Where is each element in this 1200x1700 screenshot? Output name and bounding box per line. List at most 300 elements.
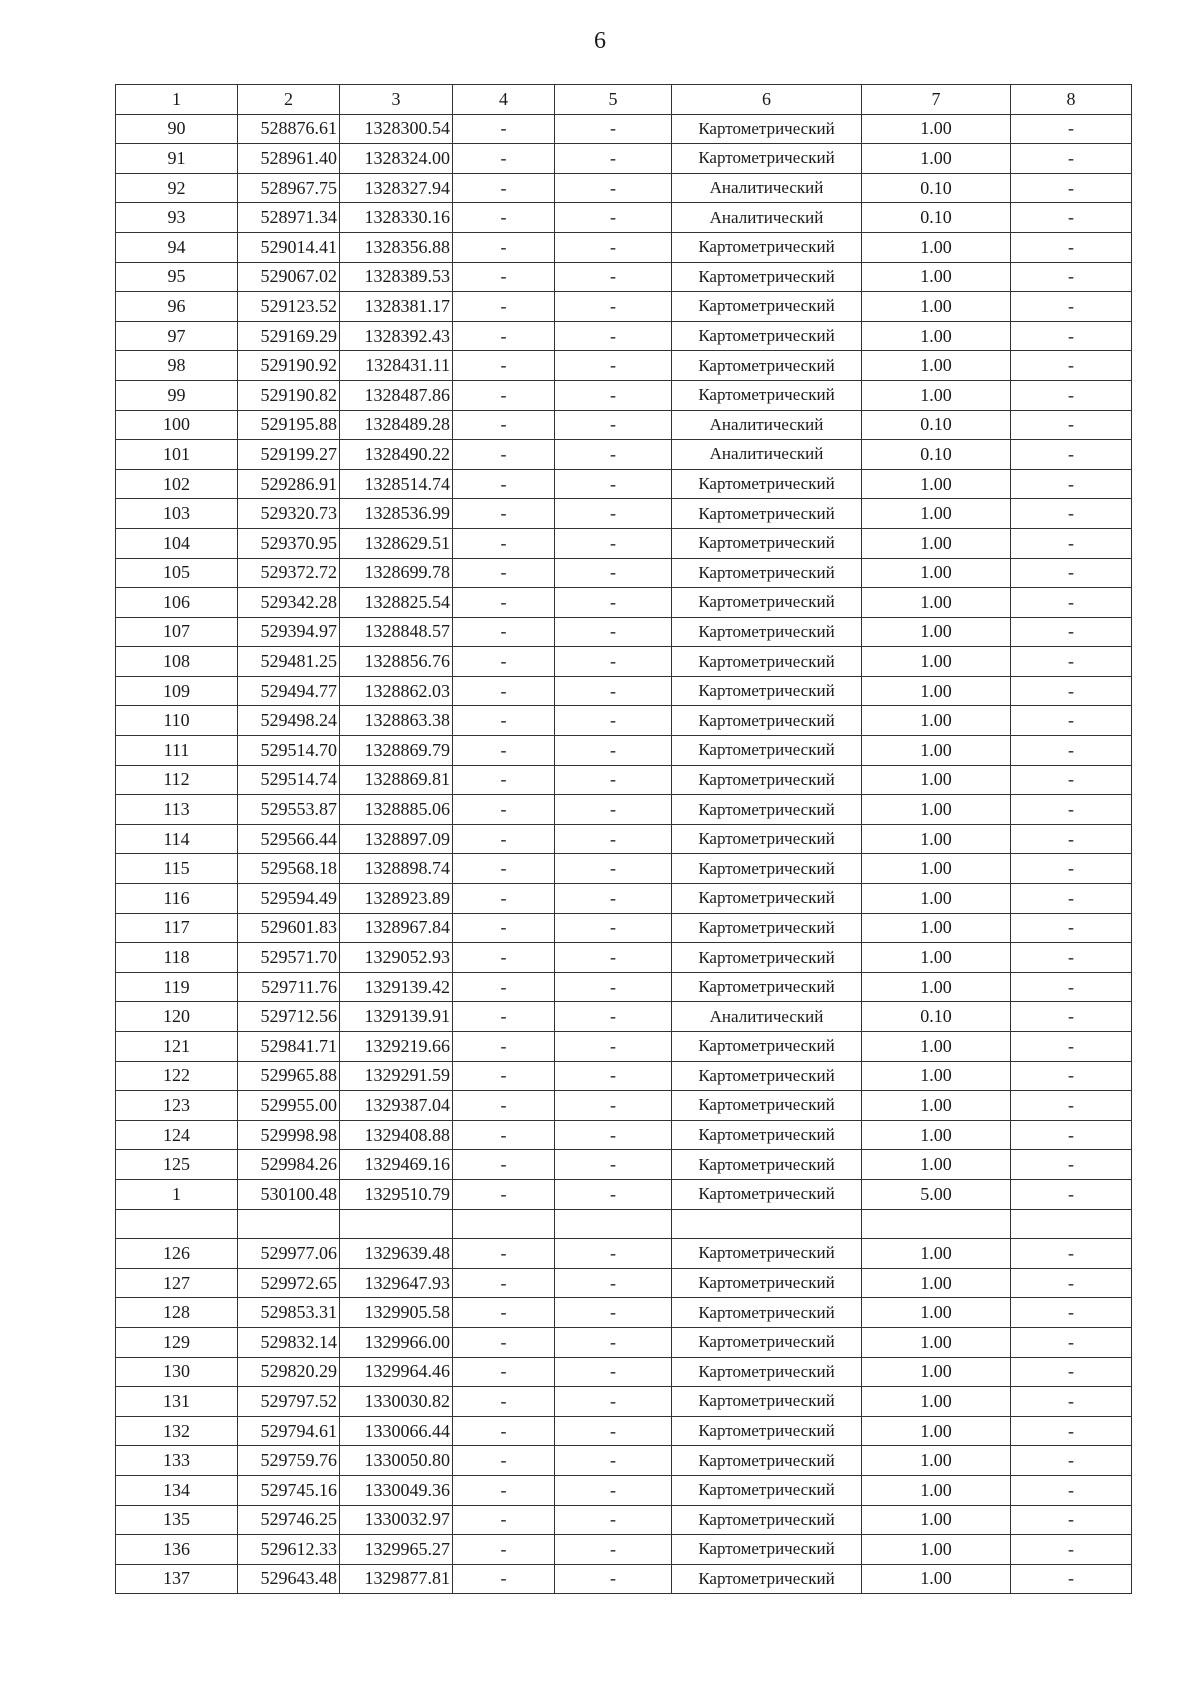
point-number-cell: 128 [116,1298,238,1328]
method-cell: Картометрический [672,1091,862,1121]
y-coordinate-cell: 1328885.06 [340,795,453,825]
y-coordinate-cell: 1329965.27 [340,1535,453,1565]
x-coordinate-cell: 529832.14 [238,1327,340,1357]
table-row [116,647,1132,677]
column-header: 2 [238,85,340,115]
y-coordinate-cell: 1329291.59 [340,1061,453,1091]
method-cell: Картометрический [672,676,862,706]
table-row [116,1091,1132,1121]
point-number-cell: 137 [116,1564,238,1594]
point-number-cell: 93 [116,203,238,233]
column-5-cell: - [555,203,672,233]
column-5-cell: - [555,913,672,943]
method-cell: Картометрический [672,1446,862,1476]
method-cell: Картометрический [672,114,862,144]
y-coordinate-cell: 1328848.57 [340,617,453,647]
y-coordinate-cell: 1329219.66 [340,1032,453,1062]
column-8-cell: - [1011,1357,1132,1387]
column-header: 8 [1011,85,1132,115]
column-4-cell: - [453,440,555,470]
method-cell [672,1209,862,1239]
column-8-cell [1011,1209,1132,1239]
method-cell: Картометрический [672,795,862,825]
column-header: 3 [340,85,453,115]
y-coordinate-cell: 1329877.81 [340,1564,453,1594]
column-8-cell: - [1011,528,1132,558]
point-number-cell: 100 [116,410,238,440]
y-coordinate-cell: 1328327.94 [340,173,453,203]
point-number-cell: 129 [116,1327,238,1357]
x-coordinate-cell: 528961.40 [238,144,340,174]
x-coordinate-cell: 529067.02 [238,262,340,292]
x-coordinate-cell: 529745.16 [238,1475,340,1505]
accuracy-cell: 1.00 [862,499,1011,529]
column-4-cell: - [453,617,555,647]
column-4-cell: - [453,1416,555,1446]
column-8-cell: - [1011,1416,1132,1446]
column-4-cell: - [453,1239,555,1269]
column-4-cell: - [453,203,555,233]
point-number-cell: 117 [116,913,238,943]
column-4-cell: - [453,1120,555,1150]
column-5-cell: - [555,765,672,795]
y-coordinate-cell: 1328869.79 [340,736,453,766]
column-8-cell: - [1011,410,1132,440]
y-coordinate-cell: 1328487.86 [340,380,453,410]
column-8-cell: - [1011,1091,1132,1121]
column-8-cell: - [1011,854,1132,884]
x-coordinate-cell: 529568.18 [238,854,340,884]
column-4-cell: - [453,1298,555,1328]
column-8-cell: - [1011,617,1132,647]
column-5-cell: - [555,1387,672,1417]
column-4-cell: - [453,824,555,854]
point-number-cell: 124 [116,1120,238,1150]
table-row [116,1387,1132,1417]
accuracy-cell: 1.00 [862,795,1011,825]
column-4-cell: - [453,972,555,1002]
method-cell: Картометрический [672,380,862,410]
column-8-cell: - [1011,1387,1132,1417]
column-5-cell: - [555,1032,672,1062]
column-4-cell: - [453,943,555,973]
y-coordinate-cell: 1328389.53 [340,262,453,292]
x-coordinate-cell: 529965.88 [238,1061,340,1091]
method-cell: Картометрический [672,1150,862,1180]
method-cell: Картометрический [672,292,862,322]
column-4-cell: - [453,706,555,736]
accuracy-cell: 1.00 [862,972,1011,1002]
column-header: 1 [116,85,238,115]
y-coordinate-cell: 1328356.88 [340,232,453,262]
column-4-cell: - [453,676,555,706]
point-number-cell: 98 [116,351,238,381]
accuracy-cell: 1.00 [862,1150,1011,1180]
table-row [116,1446,1132,1476]
table-row [116,617,1132,647]
x-coordinate-cell: 529394.97 [238,617,340,647]
table-row [116,499,1132,529]
table-row [116,144,1132,174]
y-coordinate-cell: 1328629.51 [340,528,453,558]
column-8-cell: - [1011,884,1132,914]
table-row [116,884,1132,914]
method-cell: Картометрический [672,232,862,262]
accuracy-cell: 0.10 [862,1002,1011,1032]
accuracy-cell: 1.00 [862,943,1011,973]
accuracy-cell: 1.00 [862,1387,1011,1417]
y-coordinate-cell: 1328923.89 [340,884,453,914]
x-coordinate-cell [238,1209,340,1239]
accuracy-cell: 1.00 [862,114,1011,144]
accuracy-cell: 1.00 [862,1120,1011,1150]
method-cell: Картометрический [672,706,862,736]
y-coordinate-cell: 1328381.17 [340,292,453,322]
method-cell: Картометрический [672,558,862,588]
accuracy-cell: 1.00 [862,1268,1011,1298]
table-row [116,913,1132,943]
point-number-cell: 103 [116,499,238,529]
point-number-cell: 96 [116,292,238,322]
column-5-cell: - [555,469,672,499]
table-row [116,972,1132,1002]
column-4-cell: - [453,528,555,558]
column-8-cell: - [1011,499,1132,529]
method-cell: Картометрический [672,943,862,973]
column-8-cell: - [1011,1239,1132,1269]
method-cell: Картометрический [672,765,862,795]
column-8-cell: - [1011,1179,1132,1209]
accuracy-cell: 1.00 [862,351,1011,381]
table-row [116,854,1132,884]
point-number-cell: 130 [116,1357,238,1387]
y-coordinate-cell: 1329639.48 [340,1239,453,1269]
column-5-cell: - [555,1564,672,1594]
accuracy-cell: 1.00 [862,1327,1011,1357]
point-number-cell: 133 [116,1446,238,1476]
column-4-cell: - [453,913,555,943]
method-cell: Картометрический [672,972,862,1002]
column-8-cell: - [1011,144,1132,174]
column-4-cell: - [453,380,555,410]
point-number-cell: 126 [116,1239,238,1269]
page-number: 6 [594,28,606,54]
y-coordinate-cell: 1329408.88 [340,1120,453,1150]
table-header-row [116,85,1132,115]
column-8-cell: - [1011,1475,1132,1505]
x-coordinate-cell: 529481.25 [238,647,340,677]
column-8-cell: - [1011,647,1132,677]
y-coordinate-cell: 1329964.46 [340,1357,453,1387]
y-coordinate-cell: 1328300.54 [340,114,453,144]
column-8-cell: - [1011,292,1132,322]
point-number-cell: 101 [116,440,238,470]
point-number-cell: 115 [116,854,238,884]
point-number-cell: 102 [116,469,238,499]
x-coordinate-cell: 529972.65 [238,1268,340,1298]
column-5-cell: - [555,440,672,470]
x-coordinate-cell: 529123.52 [238,292,340,322]
column-5-cell: - [555,1120,672,1150]
column-8-cell: - [1011,795,1132,825]
table-row [116,351,1132,381]
table-row [116,292,1132,322]
column-4-cell: - [453,1268,555,1298]
column-5-cell: - [555,558,672,588]
y-coordinate-cell: 1329905.58 [340,1298,453,1328]
column-5-cell: - [555,1002,672,1032]
column-8-cell: - [1011,173,1132,203]
column-4-cell: - [453,1327,555,1357]
column-5-cell: - [555,1268,672,1298]
column-4-cell: - [453,1150,555,1180]
column-5-cell: - [555,380,672,410]
table-row [116,440,1132,470]
column-header: 7 [862,85,1011,115]
accuracy-cell [862,1209,1011,1239]
column-5-cell: - [555,1150,672,1180]
accuracy-cell: 1.00 [862,1564,1011,1594]
y-coordinate-cell: 1328699.78 [340,558,453,588]
y-coordinate-cell: 1329469.16 [340,1150,453,1180]
column-8-cell: - [1011,765,1132,795]
x-coordinate-cell: 529712.56 [238,1002,340,1032]
method-cell: Картометрический [672,351,862,381]
column-8-cell: - [1011,1032,1132,1062]
y-coordinate-cell: 1328392.43 [340,321,453,351]
method-cell: Аналитический [672,410,862,440]
column-5-cell: - [555,1535,672,1565]
x-coordinate-cell: 529794.61 [238,1416,340,1446]
column-5-cell: - [555,854,672,884]
column-4-cell: - [453,647,555,677]
column-4-cell: - [453,1179,555,1209]
method-cell: Картометрический [672,144,862,174]
column-5-cell: - [555,1298,672,1328]
y-coordinate-cell: 1329139.91 [340,1002,453,1032]
method-cell: Картометрический [672,1179,862,1209]
accuracy-cell: 1.00 [862,1475,1011,1505]
point-number-cell: 105 [116,558,238,588]
column-4-cell: - [453,1535,555,1565]
x-coordinate-cell: 529759.76 [238,1446,340,1476]
y-coordinate-cell: 1329387.04 [340,1091,453,1121]
column-5-cell: - [555,528,672,558]
table-row [116,232,1132,262]
method-cell: Картометрический [672,913,862,943]
table-row [116,1564,1132,1594]
column-4-cell: - [453,1002,555,1032]
column-5-cell: - [555,321,672,351]
x-coordinate-cell: 529370.95 [238,528,340,558]
method-cell: Картометрический [672,499,862,529]
table-row [116,1475,1132,1505]
accuracy-cell: 1.00 [862,144,1011,174]
point-number-cell: 127 [116,1268,238,1298]
table-row [116,824,1132,854]
method-cell: Аналитический [672,1002,862,1032]
accuracy-cell: 5.00 [862,1179,1011,1209]
column-5-cell: - [555,1416,672,1446]
y-coordinate-cell: 1328869.81 [340,765,453,795]
point-number-cell: 136 [116,1535,238,1565]
method-cell: Картометрический [672,824,862,854]
y-coordinate-cell: 1328490.22 [340,440,453,470]
column-8-cell: - [1011,558,1132,588]
point-number-cell: 90 [116,114,238,144]
table-row [116,1209,1132,1239]
method-cell: Картометрический [672,1298,862,1328]
method-cell: Картометрический [672,854,862,884]
point-number-cell: 1 [116,1179,238,1209]
accuracy-cell: 0.10 [862,440,1011,470]
column-4-cell: - [453,410,555,440]
method-cell: Картометрический [672,588,862,618]
column-8-cell: - [1011,943,1132,973]
x-coordinate-cell: 529199.27 [238,440,340,470]
y-coordinate-cell: 1330030.82 [340,1387,453,1417]
column-8-cell: - [1011,440,1132,470]
x-coordinate-cell: 529797.52 [238,1387,340,1417]
column-5-cell [555,1209,672,1239]
column-5-cell: - [555,173,672,203]
column-5-cell: - [555,972,672,1002]
column-8-cell: - [1011,203,1132,233]
x-coordinate-cell: 529601.83 [238,913,340,943]
accuracy-cell: 1.00 [862,736,1011,766]
table-row [116,676,1132,706]
method-cell: Картометрический [672,1239,862,1269]
accuracy-cell: 1.00 [862,676,1011,706]
point-number-cell: 134 [116,1475,238,1505]
column-5-cell: - [555,499,672,529]
column-8-cell: - [1011,736,1132,766]
column-4-cell: - [453,469,555,499]
x-coordinate-cell: 528876.61 [238,114,340,144]
column-4-cell: - [453,114,555,144]
x-coordinate-cell: 529014.41 [238,232,340,262]
y-coordinate-cell [340,1209,453,1239]
method-cell: Картометрический [672,321,862,351]
point-number-cell [116,1209,238,1239]
method-cell: Картометрический [672,262,862,292]
accuracy-cell: 1.00 [862,321,1011,351]
y-coordinate-cell: 1329966.00 [340,1327,453,1357]
method-cell: Картометрический [672,1327,862,1357]
point-number-cell: 104 [116,528,238,558]
x-coordinate-cell: 529643.48 [238,1564,340,1594]
accuracy-cell: 1.00 [862,765,1011,795]
accuracy-cell: 1.00 [862,1091,1011,1121]
point-number-cell: 121 [116,1032,238,1062]
x-coordinate-cell: 529612.33 [238,1535,340,1565]
column-8-cell: - [1011,321,1132,351]
column-8-cell: - [1011,1564,1132,1594]
point-number-cell: 114 [116,824,238,854]
accuracy-cell: 1.00 [862,262,1011,292]
x-coordinate-cell: 529955.00 [238,1091,340,1121]
x-coordinate-cell: 529841.71 [238,1032,340,1062]
accuracy-cell: 1.00 [862,1239,1011,1269]
x-coordinate-cell: 529286.91 [238,469,340,499]
column-8-cell: - [1011,1061,1132,1091]
x-coordinate-cell: 529190.92 [238,351,340,381]
x-coordinate-cell: 528967.75 [238,173,340,203]
table-row [116,943,1132,973]
column-5-cell: - [555,943,672,973]
x-coordinate-cell: 529571.70 [238,943,340,973]
method-cell: Картометрический [672,1120,862,1150]
column-5-cell: - [555,617,672,647]
table-body [116,114,1132,1594]
method-cell: Картометрический [672,528,862,558]
column-8-cell: - [1011,1505,1132,1535]
column-5-cell: - [555,410,672,440]
column-4-cell [453,1209,555,1239]
column-4-cell: - [453,1475,555,1505]
accuracy-cell: 1.00 [862,647,1011,677]
column-4-cell: - [453,173,555,203]
method-cell: Картометрический [672,1268,862,1298]
column-8-cell: - [1011,913,1132,943]
column-5-cell: - [555,232,672,262]
point-number-cell: 135 [116,1505,238,1535]
point-number-cell: 110 [116,706,238,736]
point-number-cell: 125 [116,1150,238,1180]
column-5-cell: - [555,1357,672,1387]
y-coordinate-cell: 1328330.16 [340,203,453,233]
table-row [116,410,1132,440]
y-coordinate-cell: 1328431.11 [340,351,453,381]
y-coordinate-cell: 1330032.97 [340,1505,453,1535]
table-row [116,1505,1132,1535]
column-5-cell: - [555,884,672,914]
column-8-cell: - [1011,824,1132,854]
y-coordinate-cell: 1329052.93 [340,943,453,973]
column-8-cell: - [1011,1120,1132,1150]
column-8-cell: - [1011,469,1132,499]
column-5-cell: - [555,1327,672,1357]
x-coordinate-cell: 529566.44 [238,824,340,854]
column-header: 5 [555,85,672,115]
y-coordinate-cell: 1330050.80 [340,1446,453,1476]
accuracy-cell: 1.00 [862,824,1011,854]
column-header: 4 [453,85,555,115]
x-coordinate-cell: 529984.26 [238,1150,340,1180]
column-5-cell: - [555,676,672,706]
accuracy-cell: 1.00 [862,1505,1011,1535]
column-4-cell: - [453,351,555,381]
column-8-cell: - [1011,232,1132,262]
method-cell: Картометрический [672,736,862,766]
column-5-cell: - [555,706,672,736]
method-cell: Картометрический [672,1416,862,1446]
method-cell: Аналитический [672,173,862,203]
x-coordinate-cell: 529998.98 [238,1120,340,1150]
column-5-cell: - [555,144,672,174]
point-number-cell: 97 [116,321,238,351]
accuracy-cell: 1.00 [862,380,1011,410]
method-cell: Картометрический [672,1535,862,1565]
point-number-cell: 108 [116,647,238,677]
column-5-cell: - [555,292,672,322]
y-coordinate-cell: 1328862.03 [340,676,453,706]
table-row [116,321,1132,351]
y-coordinate-cell: 1328967.84 [340,913,453,943]
x-coordinate-cell: 529594.49 [238,884,340,914]
table-row [116,795,1132,825]
method-cell: Аналитический [672,440,862,470]
